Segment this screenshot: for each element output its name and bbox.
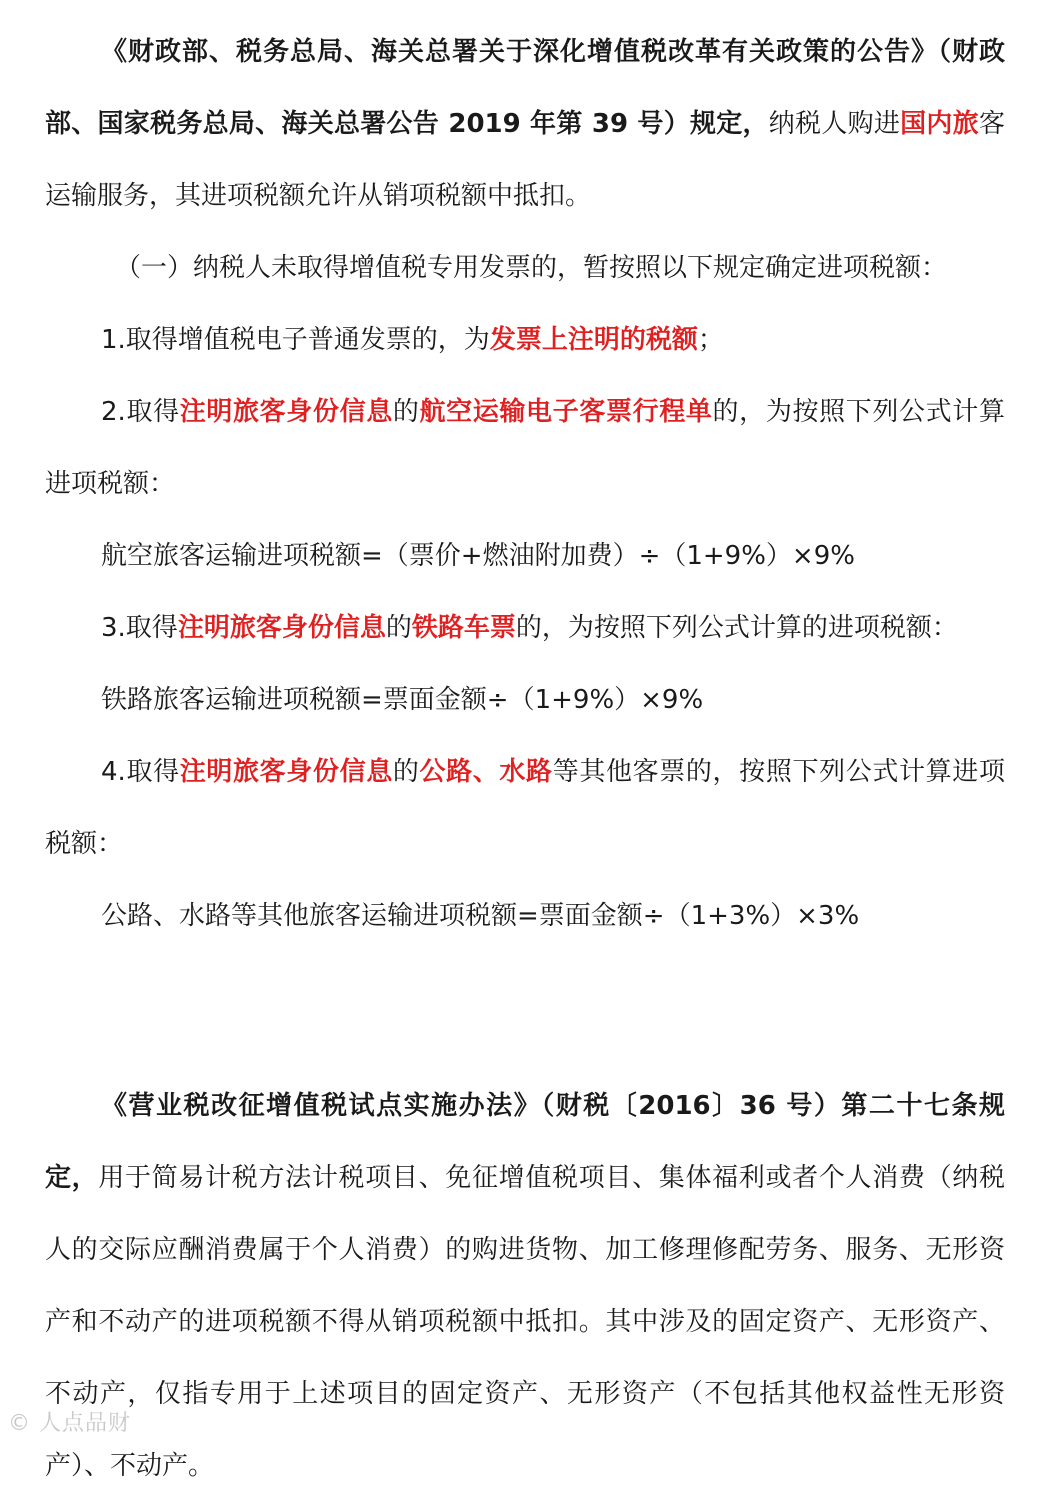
section-spacer [45,952,1005,1070]
pilot-citation: 《营业税改征增值税试点实施办法》（财税〔2016〕36 号）第二十七条规定， [45,1091,1005,1193]
watermark-logo: © 人点品财 [8,1411,131,1436]
highlight-passenger-info: 注明旅客身份信息 [179,757,393,787]
highlight-road-water: 公路、水路 [419,757,553,787]
formula-road-water: 公路、水路等其他旅客运输进项税额=票面金额÷（1+3%）×3% [101,901,860,931]
paragraph-section-one: （一）纳税人未取得增值税专用发票的，暂按照以下规定确定进项税额： [115,253,948,283]
highlight-air-itinerary: 航空运输电子客票行程单 [419,397,713,427]
paragraph-item-3: 3.取得注明旅客身份信息的铁路车票的，为按照下列公式计算的进项税额： [101,613,958,643]
highlight-passenger-info: 注明旅客身份信息 [177,613,386,643]
paragraph-vat-pilot-rule: 《营业税改征增值税试点实施办法》（财税〔2016〕36 号）第二十七条规定，用于简易计税方法计税项目、免征增值税项目、集体福利或者个人消费（纳税人的交际应酬消费属于个人消费）的购进货物、加工修理修配劳务、服务、无形资产和不动产的进项税额不得从销项税额中抵扣。其中涉及的固定资产、无形资产、不动产，仅指专用于上述项目的固定资产、无形资产（不包括其他权益性无形资产）、不动产。 [45,1091,1005,1481]
paragraph-item-4: 4.取得注明旅客身份信息的公路、水路等其他客票的，按照下列公式计算进项税额： [45,757,1005,859]
highlight-invoice-tax: 发票上注明的税额 [489,325,698,355]
policy-citation: 《财政部、税务总局、海关总署关于深化增值税改革有关政策的公告》（财政部、国家税务总局、海关总署公告 2019 年第 39 号）规定， [45,37,1005,139]
highlight-rail-ticket: 铁路车票 [411,613,516,643]
highlight-domestic: 国内旅 [900,109,979,139]
document-body [45,0,1005,1502]
highlight-passenger-info: 注明旅客身份信息 [179,397,393,427]
formula-air: 航空旅客运输进项税额=（票价+燃油附加费）÷（1+9%）×9% [101,541,855,571]
paragraph-item-1: 1.取得增值税电子普通发票的，为发票上注明的税额； [101,325,724,355]
paragraph-policy-intro: 《财政部、税务总局、海关总署关于深化增值税改革有关政策的公告》（财政部、国家税务总局、海关总署公告 2019 年第 39 号）规定，纳税人购进国内旅客运输服务，其进项税额允许从销项税额中抵扣。 [45,37,1005,211]
formula-rail: 铁路旅客运输进项税额=票面金额÷（1+9%）×9% [101,685,704,715]
paragraph-item-2: 2.取得注明旅客身份信息的航空运输电子客票行程单的，为按照下列公式计算进项税额： [45,397,1005,499]
